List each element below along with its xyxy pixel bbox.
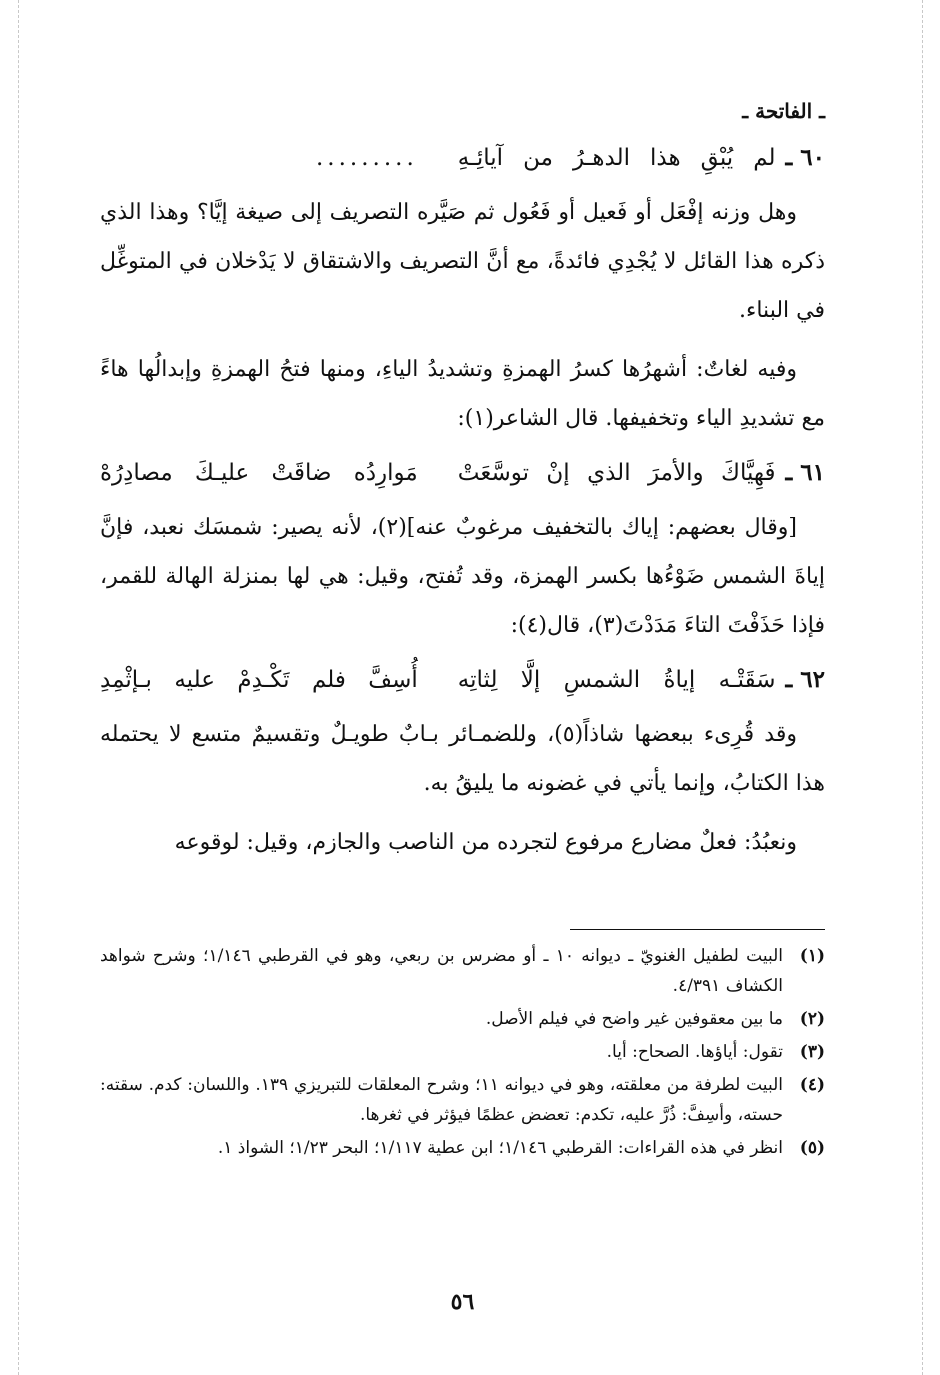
verse-62 <box>100 660 825 700</box>
footnote-number: (٤) <box>799 1075 825 1095</box>
verse-number: ٦١ ـ <box>785 459 825 486</box>
verse-61 <box>100 453 825 493</box>
footnote-2 <box>100 1004 825 1034</box>
footnote-3 <box>100 1037 825 1067</box>
verse-60 <box>100 138 825 178</box>
footnote-1 <box>100 941 825 1001</box>
running-head: ـ الفاتحة ـ <box>742 99 825 123</box>
page-number: ٥٦ <box>450 1289 475 1315</box>
paragraph-5: ونعبُدُ: فعلٌ مضارع مرفوع لتجرده من الناصب والجازم، وقيل: لوقوعه <box>174 830 797 855</box>
verse-number: ٦٢ ـ <box>785 666 825 693</box>
footnote-number: (٥) <box>799 1138 825 1158</box>
verse-second-hemistich: أُسِفَّ فلم تَكْـدِمْ عليه بـإثْمِدِ <box>100 667 418 693</box>
paragraph-4: وقد قُرِىء ببعضها شاذاً(٥)، وللضمـائر بـابٌ طويـلٌ وتقسيمٌ متسع لا يحتمله هذا الكتابُ، وإنما يأتي في غضونه ما يليقُ به. <box>100 722 825 796</box>
footnote-number: (١) <box>799 946 825 966</box>
footnote-number: (٣) <box>799 1042 825 1062</box>
book-page <box>100 96 825 1336</box>
footnote-separator <box>570 929 825 930</box>
verse-second-hemistich: مَوارِدُه ضاقَتْ عليـكَ مصادِرُهْ <box>100 460 418 486</box>
verse-second-hemistich: ......... <box>315 145 418 171</box>
verse-number: ٦٠ ـ <box>785 144 825 171</box>
footnote-text: تقول: أياؤها. الصحاح: أيا. <box>606 1042 783 1062</box>
paragraph-3: [وقال بعضهم: إياك بالتخفيف مرغوبٌ عنه](٢)، لأنه يصير: شمسَك نعبد، فإنَّ إياةَ الشمس ضَوْءُها بكسر الهمزة، وقد تُفتح، وقيل: هي لها بمنزلة الهالة للقمر، فإذا حَذَفْتَ التاءَ مَدَدْتَ(٣)، قال(٤): <box>100 515 825 638</box>
footnote-text: انظر في هذه القراءات: القرطبي ١/١٤٦؛ ابن عطية ١/١١٧؛ البحر ١/٢٣؛ الشواذ ١. <box>217 1138 783 1158</box>
paragraph-2: وفيه لغاتٌ: أشهرُها كسرُ الهمزةِ وتشديدُ الياءِ، ومنها فتحُ الهمزةِ وإبدالُها هاءً مع تشديدِ الياء وتخفيفها. قال الشاعر(١): <box>100 357 825 431</box>
verse-first-hemistich: فَهِيَّاكَ والأمرَ الذي إنْ توسَّعَتْ <box>457 460 776 486</box>
paragraph-1: وهل وزنه إفْعَل أو فَعيل أو فَعُول ثم صَيَّره التصريف إلى صيغة إيَّا؟ وهذا الذي ذكره هذا القائل لا يُجْدِي فائدةً، مع أنَّ التصريف والاشتقاق لا يَدْخلان في المتوغِّل في البناء. <box>100 200 825 323</box>
footnote-number: (٢) <box>799 1009 825 1029</box>
footnote-text: ما بين معقوفين غير واضح في فيلم الأصل. <box>485 1009 783 1029</box>
footnote-text: البيت لطرفة من معلقته، وهو في ديوانه ١١؛ وشرح المعلقات للتبريزي ١٣٩. واللسان: كدم. سقته: حسته، وأسِفَّ: ذُرَّ عليه، تكدم: تعضض عظمًا فيؤثر في ثغرها. <box>100 1075 783 1125</box>
verse-first-hemistich: لم يُبْقِ هذا الدهـرُ من آيائِـهِ <box>457 145 776 171</box>
footnote-5 <box>100 1133 825 1163</box>
scan-edge-right <box>922 0 923 1375</box>
verse-first-hemistich: سَقَتْـه إياةُ الشمسِ إلَّا لِثاتِه <box>457 667 776 693</box>
footnote-4 <box>100 1070 825 1130</box>
footnote-text: البيت لطفيل الغنويّ ـ ديوانه ١٠ ـ أو مضرس بن ربعي، وهو في القرطبي ١/١٤٦؛ وشرح شواهد الكشاف ٤/٣٩١. <box>100 946 784 996</box>
scan-edge-left <box>18 0 19 1375</box>
footnotes <box>100 941 825 1166</box>
